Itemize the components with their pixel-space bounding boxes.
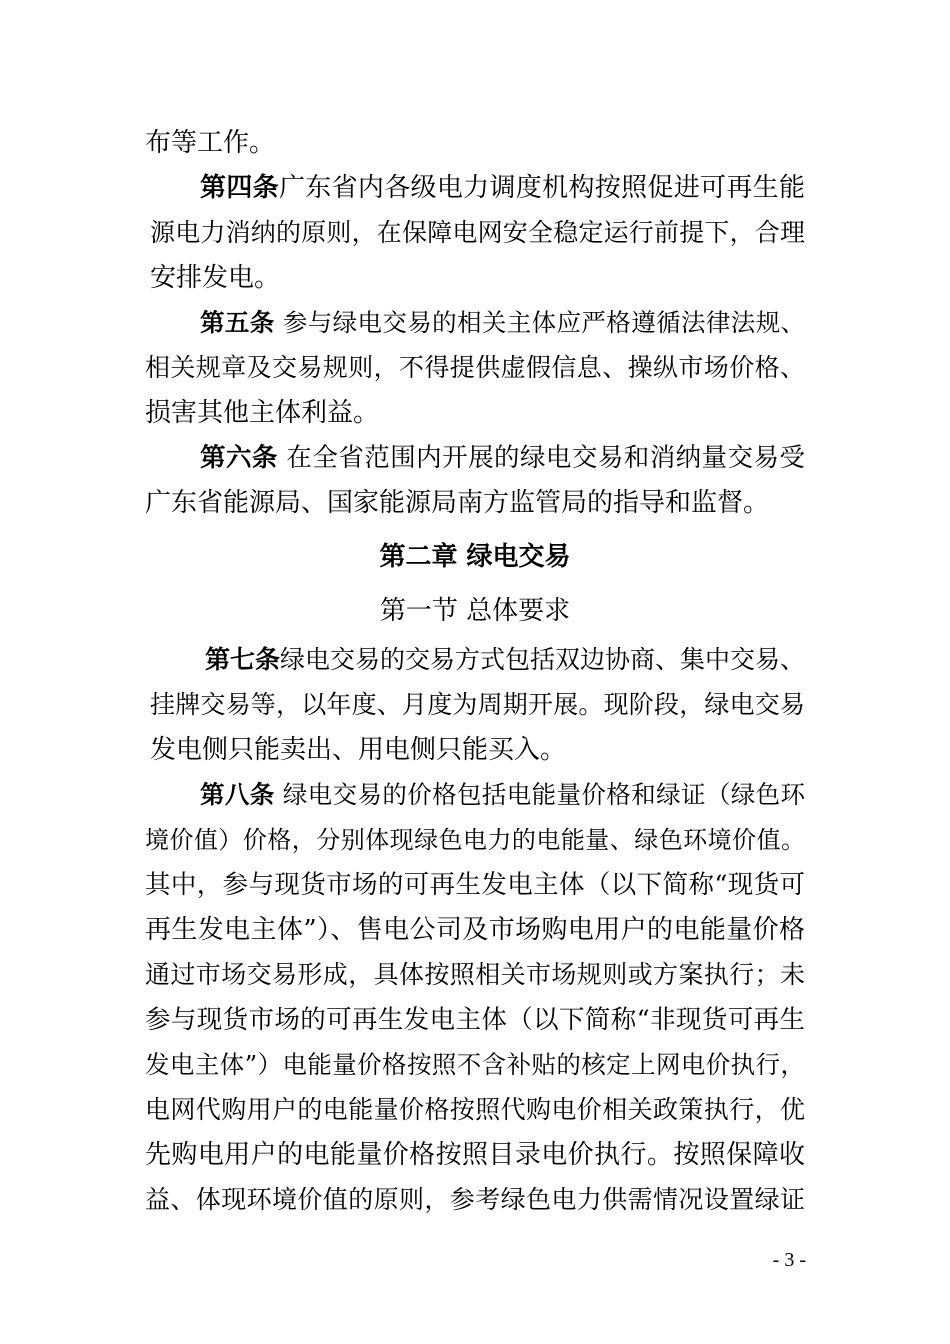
article-label: 第五条: [200, 308, 275, 337]
text: 参与绿电交易的相关主体应严格遵循法律法规、: [274, 308, 805, 337]
text: 绿电交易的交易方式包括双边协商、集中交易、: [280, 645, 806, 674]
article-8-line-7: [145, 1050, 805, 1080]
text: 挂牌交易等，以年度、月度为周期开展。现阶段，绿电交易: [150, 690, 805, 719]
text: 源电力消纳的原则，在保障电网安全稳定运行前提下，合理: [150, 218, 805, 247]
text: 广东省能源局、国家能源局南方监管局的指导和监督。: [145, 488, 770, 518]
text: 电网代购用户的电能量价格按照代购电价相关政策执行，优: [145, 1095, 805, 1124]
article-7-line-1: [205, 645, 805, 675]
text: 境价值）价格，分别体现绿色电力的电能量、绿色环境价值。: [145, 826, 805, 854]
text: 在全省范围内开展的绿电交易和消纳量交易受: [277, 443, 805, 473]
article-4-line-2: [150, 218, 805, 248]
article-8-line-5: [145, 960, 805, 990]
article-8-line-4: [145, 915, 805, 945]
text: 发电主体”）电能量价格按照不含补贴的核定上网电价执行，: [145, 1050, 805, 1079]
text: 广东省内各级电力调度机构按照促进可再生能: [278, 173, 805, 203]
article-label: 第四条: [200, 173, 279, 203]
text: 相关规章及交易规则，不得提供虚假信息、操纵市场价格、: [145, 353, 805, 382]
section-heading: 第一节 总体要求: [379, 596, 571, 626]
article-8-line-9: [145, 1140, 805, 1170]
text: 布等工作。: [145, 128, 276, 158]
article-8-line-6: [145, 1005, 805, 1035]
article-4-line-1: [200, 173, 805, 203]
page-number: - 3 -: [772, 1249, 806, 1271]
article-4-line-3: [150, 263, 805, 293]
text: 再生发电主体”）、售电公司及市场购电用户的电能量价格: [145, 915, 805, 945]
text: 发电侧只能卖出、用电侧只能买入。: [150, 735, 567, 765]
text: 参与现货市场的可再生发电主体（以下简称“非现货可再生: [145, 1005, 805, 1035]
article-5-line-1: [200, 308, 805, 338]
article-8-line-1: [200, 780, 805, 810]
text: 安排发电。: [150, 263, 281, 293]
article-label: 第七条: [205, 645, 281, 674]
article-8-line-2: [145, 825, 805, 855]
article-label: 第六条: [200, 443, 278, 473]
article-6-line-1: [200, 443, 805, 473]
article-5-line-2: [145, 353, 805, 383]
article-8-line-3: [145, 870, 805, 900]
text: 益、体现环境价值的原则，参考绿色电力供需情况设置绿证: [145, 1185, 805, 1214]
chapter-heading: 第二章 绿电交易: [379, 542, 571, 572]
text: 绿电交易的价格包括电能量价格和绿证（绿色环: [274, 780, 805, 809]
article-5-line-3: [145, 398, 805, 428]
article-6-line-2: [145, 488, 805, 518]
text: 其中，参与现货市场的可再生发电主体（以下简称“现货可: [145, 870, 805, 900]
text: 损害其他主体利益。: [145, 398, 380, 428]
text: 通过市场交易形成，具体按照相关市场规则或方案执行；未: [145, 960, 805, 989]
text: 先购电用户的电能量价格按照目录电价执行。按照保障收: [145, 1140, 805, 1170]
paragraph-line: [145, 128, 805, 158]
article-7-line-3: [150, 735, 805, 765]
article-8-line-10: [145, 1185, 805, 1215]
article-label: 第八条: [200, 780, 275, 809]
article-7-line-2: [150, 690, 805, 720]
article-8-line-8: [145, 1095, 805, 1125]
